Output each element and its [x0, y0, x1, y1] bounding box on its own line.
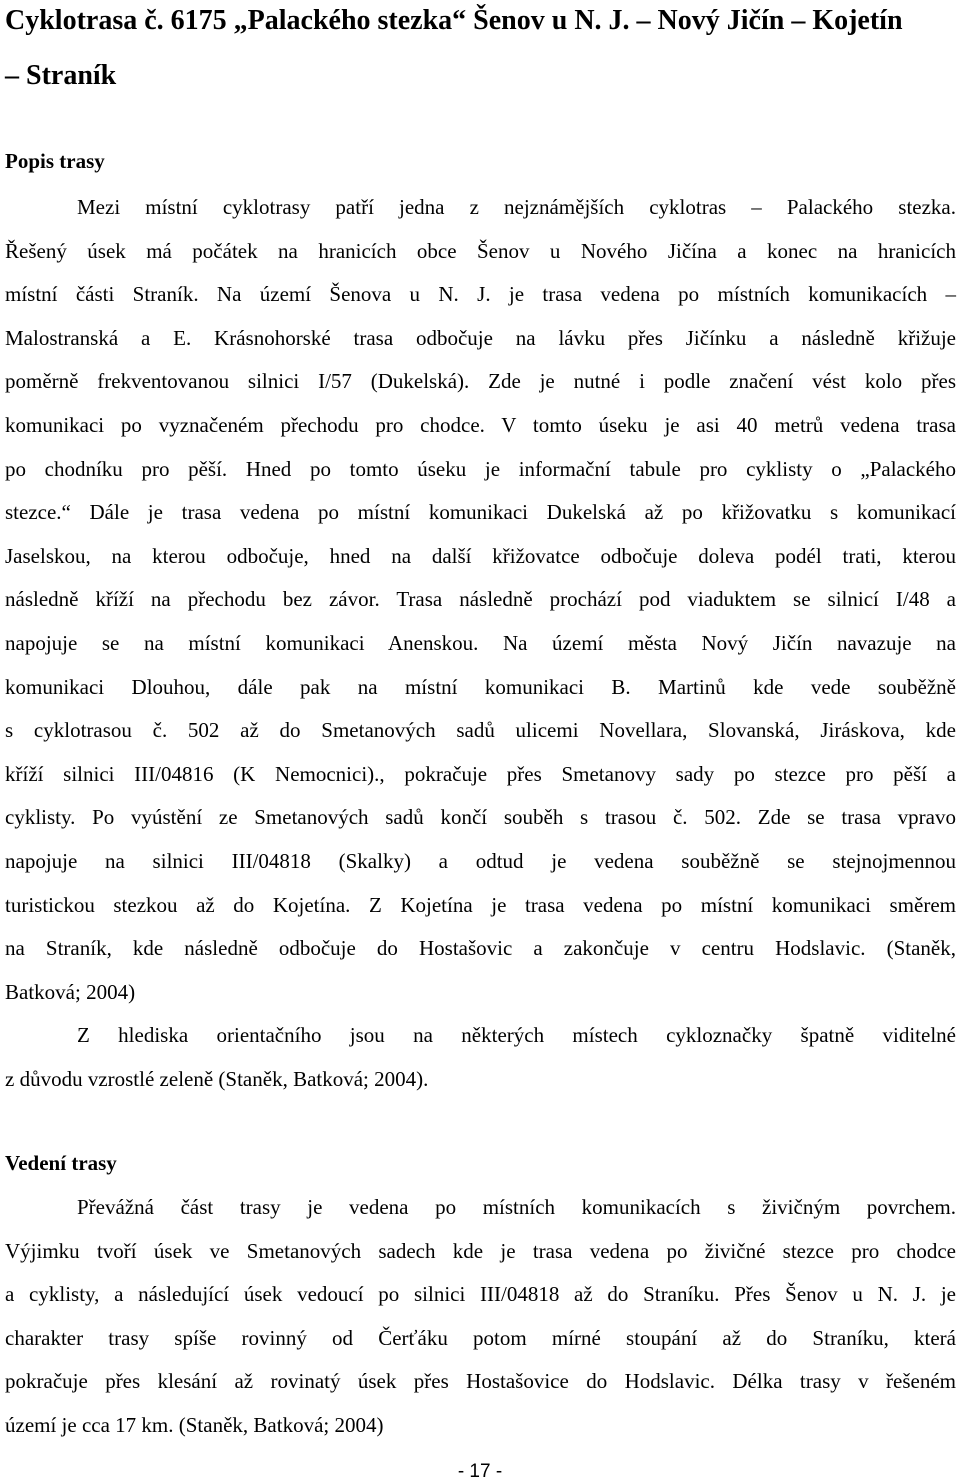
paragraph-line: napojuje se na místní komunikaci Anenskou. Na území města Nový Jičín navazuje na	[5, 630, 956, 655]
paragraph-line: Mezi místní cyklotrasy patří jedna z nejznámějších cyklotras – Palackého stezka.	[77, 195, 956, 219]
paragraph-line: po chodníku pro pěší. Hned po tomto úseku je informační tabule pro cyklisty o „Palackého	[5, 456, 956, 481]
paragraph-line: Převážná část trasy je vedena po místních komunikacích s živičným povrchem.	[77, 1195, 956, 1219]
paragraph-line: turistickou stezkou až do Kojetína. Z Kojetína je trasa vedena po místní komunikaci směrem	[5, 892, 956, 917]
paragraph-line: stezce.“ Dále je trasa vedena po místní komunikaci Dukelská až po křižovatku s komunikací	[5, 500, 956, 525]
paragraph-line: charakter trasy spíše rovinný od Čerťáku potom mírné stoupání až do Straníku, která	[5, 1325, 956, 1350]
paragraph-line: Z hlediska orientačního jsou na některých místech cykloznačky špatně viditelné	[77, 1023, 956, 1048]
paragraph-line: napojuje na silnici III/04818 (Skalky) a odtud je vedena souběžně se stejnojmennou	[5, 848, 956, 873]
page-number: - 17 -	[457, 1461, 503, 1482]
paragraph-line: Výjimku tvoří úsek ve Smetanových sadech kde je trasa vedena po živičné stezce pro chodce	[5, 1238, 956, 1263]
paragraph-line: kříží silnici III/04816 (K Nemocnici)., pokračuje přes Smetanovy sady po stezce pro pěší a	[5, 761, 956, 786]
paragraph-line: Malostranská a E. Krásnohorské trasa odbočuje na lávku přes Jičínku a následně křižuje	[5, 325, 956, 350]
section-heading-popis-trasy: Popis trasy	[5, 149, 105, 173]
paragraph-line: místní části Straník. Na území Šenova u N. J. je trasa vedena po místních komunikacích –	[5, 282, 956, 307]
paragraph-line: komunikaci po vyznačeném přechodu pro chodce. V tomto úseku je asi 40 metrů vedena trasa	[5, 412, 956, 437]
section-popis-trasy-body	[5, 186, 956, 1101]
section-heading-vedeni-trasy: Vedení trasy	[5, 1151, 117, 1175]
paragraph-line: pokračuje přes klesání až rovinatý úsek přes Hostašovice do Hodslavic. Délka trasy v řešeném	[5, 1369, 956, 1394]
paragraph-line: na Straník, kde následně odbočuje do Hostašovic a zakončuje v centru Hodslavic. (Staněk,	[5, 936, 956, 961]
title-line-2: – Straník	[5, 60, 117, 91]
paragraph-line: komunikaci Dlouhou, dále pak na místní komunikaci B. Martinů kde vede souběžně	[5, 674, 956, 699]
section-vedeni-trasy-body	[5, 1186, 956, 1448]
paragraph-line: a cyklisty, a následující úsek vedoucí po silnici III/04818 až do Straníku. Přes Šenov u N. J. je	[5, 1282, 956, 1307]
paragraph-line: s cyklotrasou č. 502 až do Smetanových sadů ulicemi Novellara, Slovanská, Jiráskova, kde	[5, 718, 956, 743]
paragraph-line: Jaselskou, na kterou odbočuje, hned na další křižovatce odbočuje doleva podél trati, kterou	[5, 543, 956, 568]
title-line-1: Cyklotrasa č. 6175 „Palackého stezka“ Šenov u N. J. – Nový Jičín – Kojetín	[5, 5, 903, 36]
paragraph-line: Řešený úsek má počátek na hranicích obce Šenov u Nového Jičína a konec na hranicích	[5, 238, 956, 263]
paragraph-line: cyklisty. Po vyústění ze Smetanových sadů končí souběh s trasou č. 502. Zde se trasa vpravo	[5, 805, 956, 830]
paragraph-line: poměrně frekventovanou silnici I/57 (Dukelská). Zde je nutné i podle značení vést kolo přes	[5, 369, 956, 394]
paragraph-line: Batková; 2004)	[5, 979, 136, 1004]
page-title	[5, 0, 956, 101]
paragraph-line: z důvodu vzrostlé zeleně (Staněk, Batková; 2004).	[5, 1066, 429, 1091]
paragraph-line: území je cca 17 km. (Staněk, Batková; 2004)	[5, 1412, 384, 1437]
paragraph-line: následně kříží na přechodu bez závor. Trasa následně prochází pod viaduktem se silnicí I/48 a	[5, 587, 956, 612]
